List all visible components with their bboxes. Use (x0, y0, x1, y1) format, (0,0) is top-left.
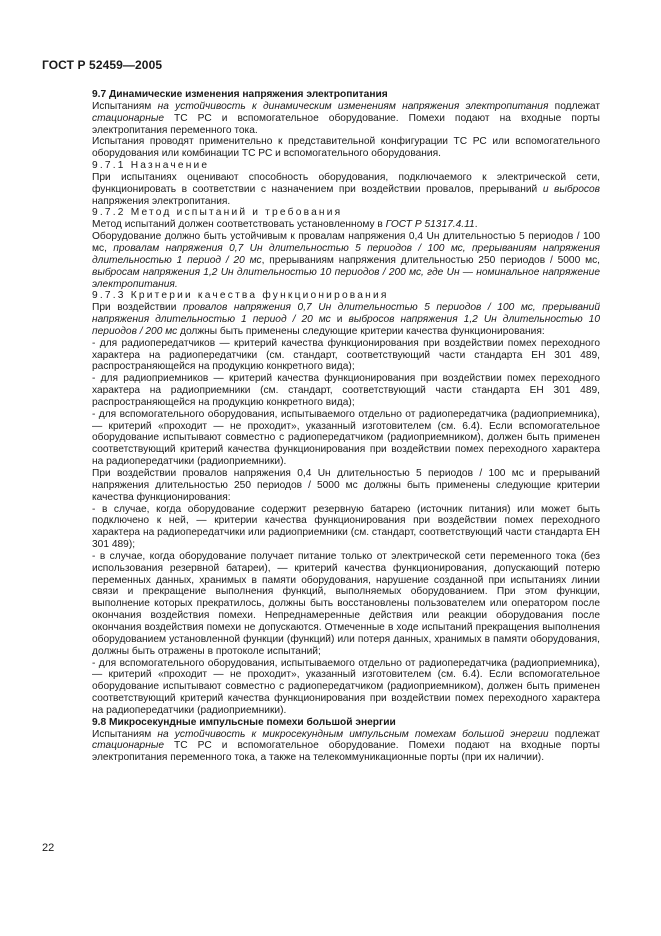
paragraph (92, 172, 600, 208)
paragraph (92, 219, 600, 231)
paragraph: Испытания проводят применительно к представительной конфигурации ТС РС или вспомогательного оборудования или комбинации ТС РС и вспомогательного оборудования. (92, 136, 600, 160)
text: ТС РС и вспомогательное оборудование. Помехи подают на входные порты электропитания переменного тока, а также на телекоммуникационные порты (при их наличии). (92, 740, 600, 764)
subsection-heading-9-7-2: 9.7.2 Метод испытаний и требования (92, 207, 343, 219)
text: Испытаниям (92, 728, 158, 740)
paragraph (92, 101, 600, 137)
text: должны быть применены следующие критерии качества функционирования: (177, 325, 545, 337)
text: Оборудование должно быть устойчивым к провалам напряжения 0,4 Uн длительностью 5 периодов / 100 мс, (92, 231, 600, 254)
subsection-heading-9-7-3: 9.7.3 Критерии качества функционирования (92, 290, 389, 302)
text: подлежат (548, 100, 600, 112)
paragraph (92, 302, 600, 338)
text: . (474, 219, 478, 231)
text: При воздействии (92, 302, 183, 314)
section-heading-9-8: 9.8 Микросекундные импульсные помехи большой энергии (92, 716, 396, 728)
text: При испытаниях оценивают способность оборудования, подключаемого к электрической сети, функционировать в соответствии с назначением при воздействии провалов, прерываний (92, 171, 600, 195)
text: и (330, 314, 349, 326)
section-heading-9-7: 9.7 Динамические изменения напряжения электропитания (92, 89, 388, 100)
text: напряжения электропитания. (92, 195, 231, 207)
text: ТС РС и вспомогательное оборудование. Помехи подают на входные порты электропитания переменного тока. (92, 112, 600, 136)
emphasis: провалам напряжения 0,7 Uн длительностью 5 периодов / 100 мс, прерываниям напряжения длительностью 1 период / 20 мс (92, 242, 600, 266)
emphasis: на устойчивость к динамическим изменениям напряжения электропитания (157, 100, 549, 112)
list-item: - для вспомогательного оборудования, испытываемого отдельно от радиопередатчика (радиоприемника), — критерий «проходит — не проходит», указанный изготовителем (см. 6.4). Если вспомогательное оборудование испытывают совместно с радиопередатчиком (радиоприемником), должен быть применен соответствующий критерий качества функционирования при воздействии помех переходного характера на радиопередатчики (радиоприемники). (92, 408, 600, 468)
text: подлежат (548, 728, 601, 740)
emphasis: стационарные (92, 740, 164, 752)
emphasis: на устойчивость к микросекундным импульсным помехам большой энергии (157, 728, 549, 740)
emphasis: выбросов напряжения 1,2 Uн длительностью 10 периодов / 200 мс (92, 314, 600, 337)
text: , прерываниям напряжения длительностью 250 периодов / 5000 мс, (261, 254, 601, 266)
list-item: - для вспомогательного оборудования, испытываемого отдельно от радиопередатчика (радиоприемника), — критерий «проходит — не проходит», указанный изготовителем (см. 6.4). Если вспомогательное оборудование испытывают совместно с радиопередатчиком (радиоприемником), должен быть применен соответствующий критерий качества функционирования при воздействии помех переходного характера на радиопередатчики (радиоприемники). (92, 657, 600, 716)
emphasis: ГОСТ Р 51317.4.11 (385, 219, 475, 231)
paragraph (92, 729, 600, 765)
page-number: 22 (42, 842, 55, 854)
page-body (92, 89, 600, 764)
paragraph (92, 231, 600, 290)
subsection-heading-9-7-1: 9.7.1 Назначение (92, 160, 210, 172)
paragraph: При воздействии провалов напряжения 0,4 Uн длительностью 5 периодов / 100 мс и прерываний напряжения длительностью 250 периодов / 5000 мс должны быть применены следующие критерии качества функционирования: (92, 468, 600, 503)
text: Метод испытаний должен соответствовать установленному в (92, 219, 386, 231)
list-item: - для радиоприемников — критерий качества функционирования при воздействии помех переходного характера на радиоприемники (см. стандарт, соответствующий части стандарта ЕН 301 489, распространяющейся на продукцию конкретного вида); (92, 373, 600, 408)
list-item: - в случае, когда оборудование получает питание только от электрической сети переменного тока (без использования резервной батареи), — критерий качества функционирования, допускающий потерю переменных данных, хранимых в памяти оборудования, нарушение созданной при испытаниях линии связи и прекращение выполнения функций, выполняемых оборудованием. При этом функции, выполнение которых прекратилось, должны быть восстановлены пользователем или оператором после окончания воздействия помехи. Непреднамеренные действия или реакции оборудования после окончания воздействия помехи не допускаются. Отмеченные в ходе испытаний прекращения выполнения оборудованием установленной функции (функций) или потеря данных, хранимых в памяти оборудования, должны быть отражены в протоколе испытаний; (92, 550, 600, 657)
text: Испытаниям (92, 100, 158, 112)
list-item: - для радиопередатчиков — критерий качества функционирования при воздействии помех переходного характера на радиопередатчики (см. стандарт, соответствующий части стандарта ЕН 301 489, распространяющейся на продукцию конкретного вида); (92, 337, 600, 373)
emphasis: стационарные (92, 112, 164, 124)
emphasis: выбросам напряжения 1,2 Uн длительностью 10 периодов / 200 мс, где Uн — номинальное напряжение электропитания. (92, 266, 600, 290)
list-item: - в случае, когда оборудование содержит резервную батарею (источник питания) или может быть подключено к ней, — критерии качества функционирования при воздействии помех переходного характера на радиопередатчики или радиоприемники (см. стандарт, соответствующий части стандарта ЕН 301 489); (92, 503, 600, 551)
document-header: ГОСТ Р 52459—2005 (42, 58, 163, 72)
emphasis: и выбросов (542, 183, 600, 195)
emphasis: провалов напряжения 0,7 Uн длительностью 5 периодов / 100 мс, прерываний напряжения длительностью 1 период / 20 мс (92, 302, 600, 326)
